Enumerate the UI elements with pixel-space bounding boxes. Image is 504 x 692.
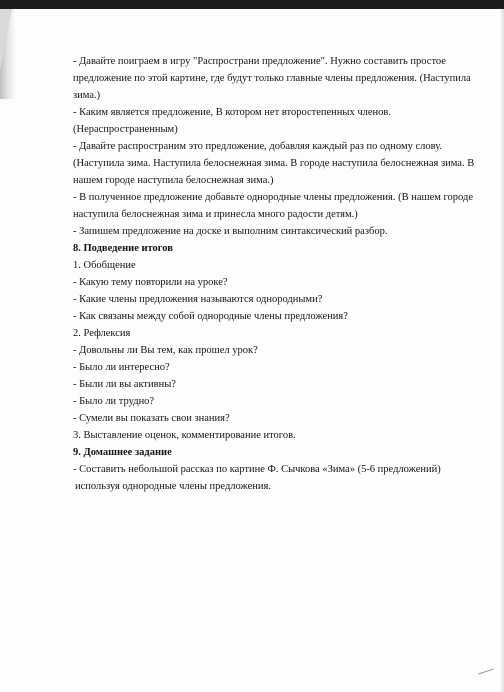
question-item: - Было ли интересно? xyxy=(73,362,170,373)
scan-right-edge xyxy=(500,9,504,692)
question-item: - Как связаны между собой однородные члены предложения? xyxy=(73,311,348,322)
text-line: - Каким является предложение, В котором нет второстепенных членов. xyxy=(73,107,391,118)
text-line: - В полученное предложение добавьте однородные члены предложения. (В нашем городе xyxy=(73,192,473,203)
text-line: (Нераспространенным) xyxy=(73,124,178,135)
text-line: нашем городе наступила белоснежная зима.) xyxy=(73,175,274,186)
pen-mark xyxy=(478,669,494,675)
subsection-heading: 3. Выставление оценок, комментирование итогов. xyxy=(73,430,296,441)
scan-top-edge xyxy=(0,0,504,9)
text-line: зима.) xyxy=(73,90,101,101)
question-item: - Какие члены предложения называются однородными? xyxy=(73,294,323,305)
subsection-heading: 2. Рефлексия xyxy=(73,328,131,339)
folded-corner-mark xyxy=(0,9,12,71)
document-text xyxy=(73,53,473,495)
section-heading: 9. Домашнее задание xyxy=(73,447,172,458)
text-line: - Запишем предложение на доске и выполним синтаксический разбор. xyxy=(73,226,388,237)
question-item: - Довольны ли Вы тем, как прошел урок? xyxy=(73,345,258,356)
text-line: предложение по этой картине, где будут только главные члены предложения. (Наступила xyxy=(73,73,471,84)
question-item: - Было ли трудно? xyxy=(73,396,155,407)
question-item: - Какую тему повторили на уроке? xyxy=(73,277,228,288)
text-line: (Наступила зима. Наступила белоснежная зима. В городе наступила белоснежная зима. В xyxy=(73,158,475,169)
text-line: - Составить небольшой рассказ по картине Ф. Сычкова «Зима» (5-6 предложений) xyxy=(73,464,441,475)
text-line: наступила белоснежная зима и принесла много радости детям.) xyxy=(73,209,358,220)
subsection-heading: 1. Обобщение xyxy=(73,260,136,271)
question-item: - Сумели вы показать свои знания? xyxy=(73,413,230,424)
section-heading: 8. Подведение итогов xyxy=(73,243,173,254)
text-line: - Давайте поиграем в игру "Распространи предложение". Нужно составить простое xyxy=(73,56,446,67)
text-line: используя однородные члены предложения. xyxy=(75,481,271,492)
question-item: - Были ли вы активны? xyxy=(73,379,176,390)
text-line: - Давайте распространим это предложение, добавляя каждый раз по одному слову. xyxy=(73,141,443,152)
